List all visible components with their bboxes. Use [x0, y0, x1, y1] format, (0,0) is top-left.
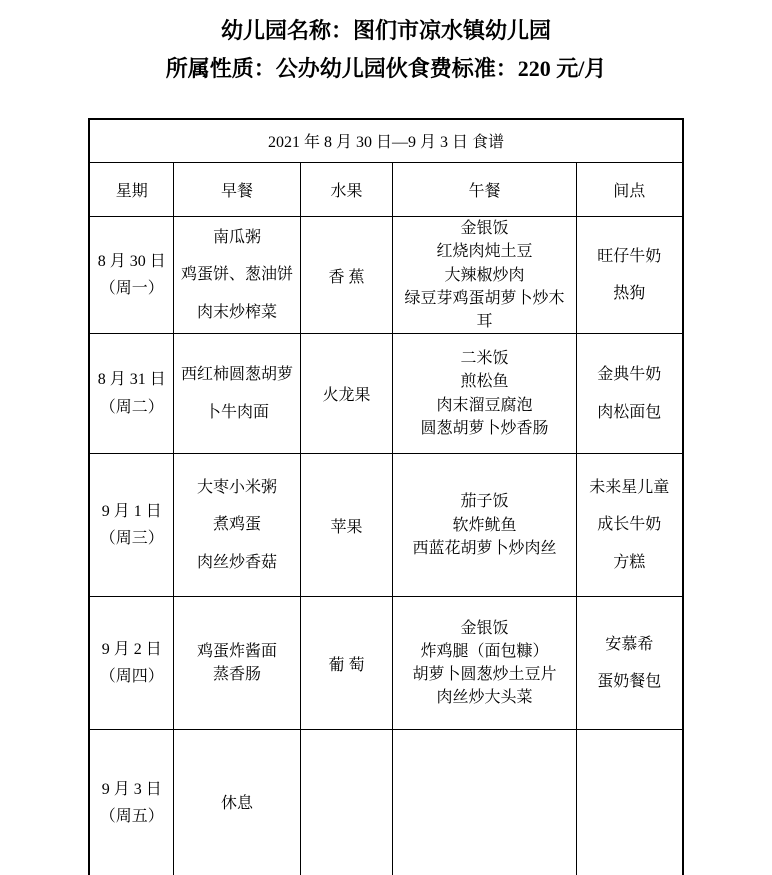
menu-item: 肉末溜豆腐泡 [436, 396, 533, 414]
menu-item: 胡萝卜圆葱炒土豆片 [412, 666, 557, 684]
date-cell [89, 217, 173, 334]
menu-item: 圆葱胡萝卜炒香肠 [420, 419, 549, 437]
menu-item: 西蓝花胡萝卜炒肉丝 [412, 539, 557, 557]
table-caption: 2021 年 8 月 30 日—9 月 3 日 食谱 [89, 119, 682, 163]
document-header [0, 0, 772, 88]
lunch-cell [392, 454, 576, 597]
menu-row [89, 454, 682, 597]
menu-row [89, 217, 682, 334]
menu-item: 金银饭 [460, 619, 509, 637]
fruit-cell: 火龙果 [300, 334, 392, 454]
col-header-snack: 间点 [576, 163, 682, 217]
menu-item: 大辣椒炒肉 [444, 266, 525, 284]
lunch-cell [392, 334, 576, 454]
menu-item: 金典牛奶 [597, 366, 662, 383]
menu-item: 鸡蛋饼、葱油饼 [180, 266, 293, 284]
menu-row [89, 597, 682, 730]
menu-item: 安慕希 [605, 635, 654, 653]
menu-item: 肉末炒榨菜 [196, 303, 277, 321]
fruit-cell: 苹果 [300, 454, 392, 597]
menu-item: 炸鸡腿（面包糠） [420, 642, 549, 660]
col-header-lunch: 午餐 [392, 163, 576, 217]
date-text: 9 月 1 日 [101, 502, 162, 520]
menu-item: 蒸香肠 [212, 666, 261, 684]
menu-item: 未来星儿童 [589, 478, 670, 496]
weekday-text: （周一） [99, 280, 164, 298]
breakfast-cell [173, 597, 300, 730]
menu-item: 肉松面包 [597, 403, 662, 421]
menu-item: 大枣小米粥 [196, 478, 277, 496]
menu-item: 鸡蛋炸酱面 [196, 642, 277, 660]
menu-row [89, 730, 682, 875]
fruit-cell: 香 蕉 [300, 217, 392, 334]
date-text: 8 月 30 日 [97, 252, 166, 270]
menu-item: 软炸鱿鱼 [452, 516, 517, 534]
breakfast-cell [173, 334, 300, 454]
menu-item: 二米饭 [460, 350, 509, 368]
menu-item: 肉丝炒香菇 [196, 553, 277, 571]
breakfast-cell [173, 217, 300, 334]
fruit-cell: 葡 萄 [300, 597, 392, 730]
menu-item: 西红柿圆葱胡萝卜牛肉面 [180, 366, 293, 421]
kindergarten-name-title: 幼儿园名称：图们市凉水镇幼儿园 [220, 18, 551, 43]
menu-item: 煎松鱼 [460, 373, 509, 391]
menu-item: 南瓜粥 [212, 228, 261, 246]
table-caption-row [89, 119, 682, 163]
weekday-text: （周三） [99, 530, 164, 548]
weekday-text: （周二） [99, 398, 164, 416]
date-cell [89, 730, 173, 875]
snack-cell [576, 597, 682, 730]
lunch-cell [392, 730, 576, 875]
col-header-weekday: 星期 [89, 163, 173, 217]
breakfast-cell [173, 454, 300, 597]
date-text: 9 月 3 日 [101, 781, 162, 799]
date-cell [89, 334, 173, 454]
date-text: 8 月 31 日 [97, 371, 166, 389]
snack-cell [576, 217, 682, 334]
date-cell [89, 597, 173, 730]
breakfast-cell [173, 730, 300, 875]
menu-item: 休息 [220, 794, 253, 812]
menu-item: 金银饭 [460, 220, 509, 238]
snack-cell [576, 730, 682, 875]
table-header-row [89, 163, 682, 217]
snack-cell [576, 454, 682, 597]
fruit-cell [300, 730, 392, 875]
menu-item: 红烧肉炖土豆 [436, 243, 533, 261]
menu-item: 旺仔牛奶 [597, 247, 662, 265]
col-header-breakfast: 早餐 [173, 163, 300, 217]
menu-item: 肉丝炒大头菜 [436, 689, 533, 707]
menu-item: 煮鸡蛋 [212, 516, 261, 534]
weekday-text: （周五） [99, 808, 164, 826]
lunch-cell [392, 217, 576, 334]
col-header-fruit: 水果 [300, 163, 392, 217]
lunch-cell [392, 597, 576, 730]
weekday-text: （周四） [99, 668, 164, 686]
menu-item: 茄子饭 [460, 493, 509, 511]
menu-table [88, 118, 683, 875]
date-text: 9 月 2 日 [101, 640, 162, 658]
kindergarten-info-title: 所属性质：公办幼儿园伙食费标准：220 元/月 [165, 55, 607, 81]
menu-item: 蛋奶餐包 [597, 673, 662, 691]
menu-item: 绿豆芽鸡蛋胡萝卜炒木耳 [404, 289, 565, 330]
menu-item: 成长牛奶 [597, 516, 662, 534]
menu-row [89, 334, 682, 454]
snack-cell [576, 334, 682, 454]
menu-item: 热狗 [613, 285, 646, 303]
date-cell [89, 454, 173, 597]
menu-item: 方糕 [613, 553, 646, 571]
